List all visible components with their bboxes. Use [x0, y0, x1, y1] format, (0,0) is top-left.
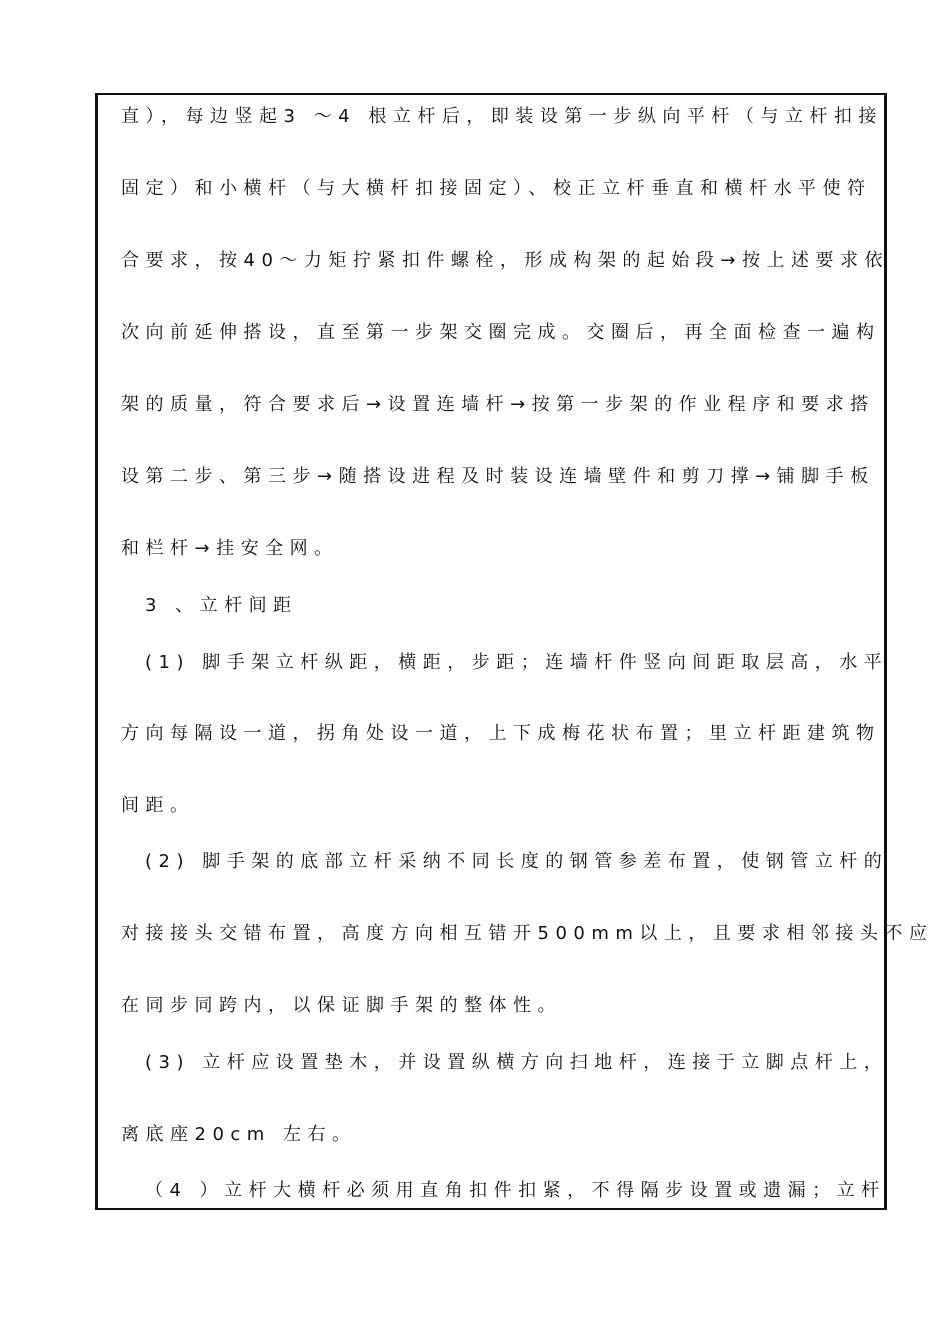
text-line-4: 次向前延伸搭设，直至第一步架交圈完成。交圈后，再全面检查一遍构 — [121, 322, 881, 343]
text-line-12: (2) 脚手架的底部立杆采纳不同长度的钢管参差布置，使钢管立杆的 — [145, 851, 889, 872]
text-line-2: 固定）和小横杆（与大横杆扣接固定）、校正立杆垂直和横杆水平使符 — [121, 178, 872, 199]
text-line-13: 对接接头交错布置，高度方向相互错开500mm以上，且要求相邻接头不应 — [121, 923, 934, 944]
text-line-11: 间距。 — [121, 795, 195, 816]
text-line-15: (3) 立杆应设置垫木，并设置纵横方向扫地杆，连接于立脚点杆上， — [145, 1052, 889, 1073]
text-line-9: (1) 脚手架立杆纵距，横距，步距；连墙杆件竖向间距取层高，水平 — [145, 652, 889, 673]
section-heading: 3 、立杆间距 — [145, 595, 298, 616]
text-line-5: 架的质量，符合要求后→设置连墙杆→按第一步架的作业程序和要求搭 — [121, 394, 875, 415]
text-line-17: （4 ）立杆大横杆必须用直角扣件扣紧，不得隔步设置或遗漏；立杆 — [145, 1180, 886, 1201]
text-line-1: 直），每边竖起3 ～4 根立杆后，即装设第一步纵向平杆（与立杆扣接 — [121, 106, 883, 127]
text-line-16: 离底座20cm 左右。 — [121, 1124, 357, 1145]
text-line-10: 方向每隔设一道，拐角处设一道，上下成梅花状布置；里立杆距建筑物 — [121, 723, 881, 744]
text-line-3: 合要求，按40～力矩拧紧扣件螺栓，形成构架的起始段→按上述要求依 — [121, 250, 889, 271]
text-line-7: 和栏杆→挂安全网。 — [121, 538, 339, 559]
text-line-14: 在同步同跨内，以保证脚手架的整体性。 — [121, 995, 562, 1016]
text-line-6: 设第二步、第三步→随搭设进程及时装设连墙壁件和剪刀撑→铺脚手板 — [121, 466, 875, 487]
